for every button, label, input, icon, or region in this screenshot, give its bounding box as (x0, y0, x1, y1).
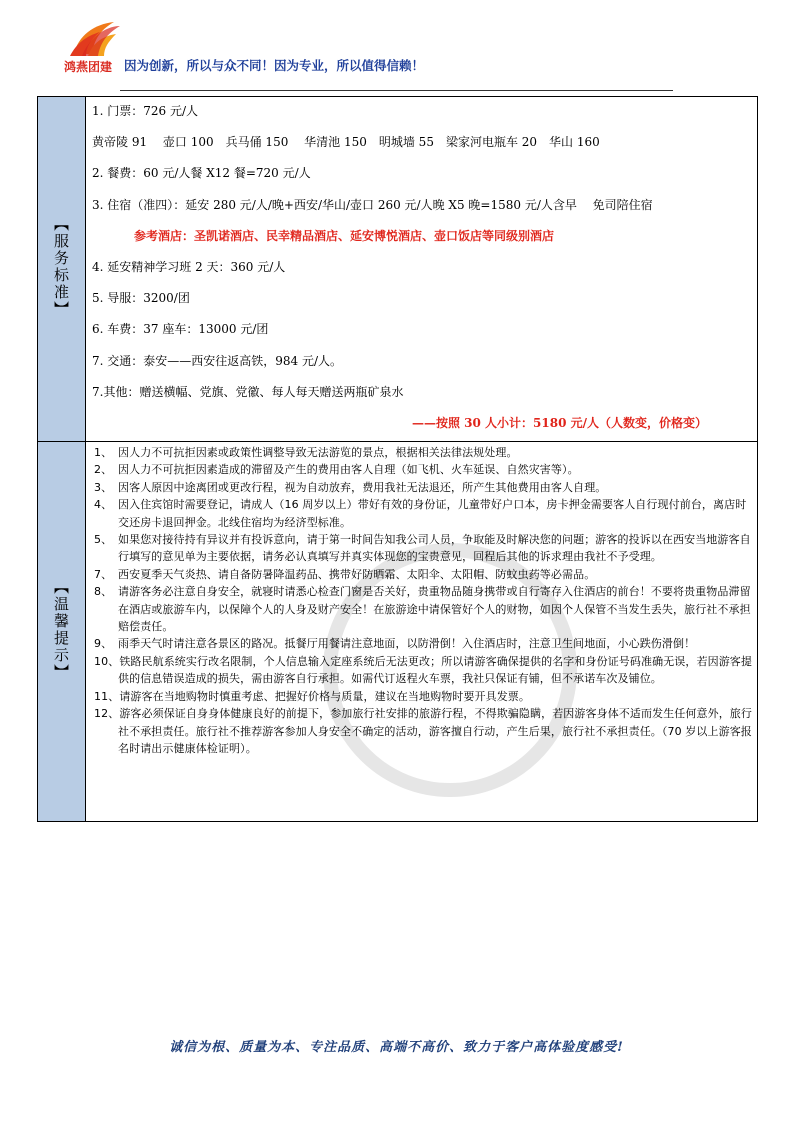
tip-number: 8、 (94, 585, 113, 599)
tip-number: 2、 (94, 463, 113, 477)
tip-number: 5、 (94, 533, 113, 547)
itinerary-table (37, 96, 758, 822)
tip-number: 10、 (94, 654, 120, 668)
service-side-cell (38, 97, 86, 442)
price-total: ——按照 30 人小计：5180 元/人（人数变，价格变） (411, 415, 707, 430)
tip-item (90, 461, 753, 478)
tip-text: 游客必须保证自身身体健康良好的前提下，参加旅行社安排的旅游行程，不得欺骗隐瞒，若因游客身体不适而发生任何意外，旅行社不承担责任。旅行社不推荐游客参加人身安全不确定的活动，游客擅自行动，产生后果，旅行社不承担责任。（70 岁以上游客报名时请出示健康体检证明）。 (118, 707, 753, 755)
tip-text: 如果您对接待持有异议并有投诉意向，请于第一时间告知我公司人员，争取能及时解决您的问题；游客的投诉以在西安当地游客自行填写的意见单为主要依据，请务必认真填写并真实体现您的宝贵意见，回程后其他的诉求理由我社不予受理。 (118, 533, 751, 564)
service-line: 7.其他：赠送横幅、党旗、党徽、每人每天赠送两瓶矿泉水 (92, 384, 404, 399)
tip-item (90, 496, 753, 531)
tip-text: 雨季天气时请注意各景区的路况。抵餐厅用餐请注意地面，以防滑倒！入住酒店时，注意卫生间地面，小心跌伤滑倒！ (118, 637, 696, 651)
tip-text: 请游客务必注意自身安全，就寝时请悉心检查门窗是否关好，贵重物品随身携带或自行寄存入住酒店的前台！不要将贵重物品滞留在酒店或旅游车内，以保障个人的人身及财产安全！在旅游途中请保管好个人的财物，如因个人保管不当发生丢失，旅行社不承担赔偿责任。 (118, 585, 751, 634)
tip-item (90, 444, 753, 461)
tip-item (90, 688, 753, 705)
tip-item (90, 566, 753, 583)
service-line: 5. 导服：3200/团 (92, 291, 190, 306)
header-divider (120, 90, 673, 91)
service-line: 7. 交通：泰安——西安往返高铁，984 元/人。 (92, 353, 343, 368)
tip-item (90, 635, 753, 652)
tip-text: 因入住宾馆时需要登记，请成人（16 周岁以上）带好有效的身份证，儿童带好户口本，房卡押金需要客人自行现付前台，离店时交还房卡退回押金。北线住宿均为经济型标准。 (118, 498, 747, 529)
tip-item (90, 705, 753, 757)
tips-side-label: 【温馨提示】 (52, 578, 70, 681)
tip-item (90, 531, 753, 566)
service-line: 3. 住宿（准四）：延安 280 元/人/晚+西安/华山/壶口 260 元/人晚 X5 晚=1580 元/人含早 免司陪住宿 (92, 197, 653, 212)
service-line: 1. 门票：726 元/人 (92, 104, 199, 118)
tip-number: 12、 (94, 707, 120, 721)
tip-number: 4、 (94, 498, 113, 512)
service-line: 4. 延安精神学习班 2 天：360 元/人 (92, 259, 286, 274)
tip-text: 因人力不可抗拒因素造成的滞留及产生的费用由客人自理（如飞机、火车延误、自然灾害等）。 (118, 463, 579, 477)
logo-text: 鸿燕团建 (64, 60, 113, 74)
service-line: 6. 车费：37 座车：13000 元/团 (92, 322, 269, 337)
tip-item (90, 653, 753, 688)
service-standards (86, 97, 758, 442)
header-slogan: 因为创新，所以与众不同！因为专业，所以值得信赖！ (124, 58, 425, 73)
tip-text: 因客人原因中途离团或更改行程，视为自动放弃，费用我社无法退还，所产生其他费用由客人自理。 (118, 480, 607, 494)
tip-number: 11、 (94, 689, 120, 703)
service-line: 2. 餐费：60 元/人餐 X12 餐=720 元/人 (92, 166, 311, 181)
reference-hotels: 参考酒店：圣凯诺酒店、民幸精品酒店、延安博悦酒店、壶口饭店等同级别酒店 (134, 228, 555, 243)
tip-number: 7、 (94, 567, 113, 581)
tip-item (90, 479, 753, 496)
service-line: 黄帝陵 91 壶口 100 兵马俑 150 华清池 150 明城墙 55 梁家河电瓶车 20 华山 160 (92, 135, 600, 150)
tip-number: 9、 (94, 637, 113, 651)
tip-text: 请游客在当地购物时慎重考虑、把握好价格与质量，建议在当地购物时要开具发票。 (119, 689, 531, 703)
tips-section (86, 442, 758, 822)
tip-item (90, 583, 753, 635)
tip-number: 3、 (94, 480, 113, 494)
tip-text: 西安夏季天气炎热、请自备防暑降温药品、携带好防晒霜、太阳伞、太阳帽、防蚊虫药等必需品。 (118, 567, 596, 581)
service-side-label: 【服务标准】 (52, 216, 70, 318)
tip-text: 因人力不可抗拒因素或政策性调整导致无法游览的景点，根据相关法律法规处理。 (118, 446, 518, 459)
tips-side-cell (38, 442, 86, 822)
tip-text: 铁路民航系统实行改名限制，个人信息输入定座系统后无法更改；所以请游客确保提供的名字和身份证号码准确无误，若因游客提供的信息错误造成的损失，需由游客自行承担。如需代订返程火车票，我社只保证有铺，但不承诺车次及铺位。 (118, 654, 753, 686)
page-header (64, 18, 704, 88)
tip-number: 1、 (94, 446, 113, 459)
footer-motto: 诚信为根、质量为本、专注品质、高端不高价、致力于客户高体验度感受! (169, 1040, 624, 1055)
